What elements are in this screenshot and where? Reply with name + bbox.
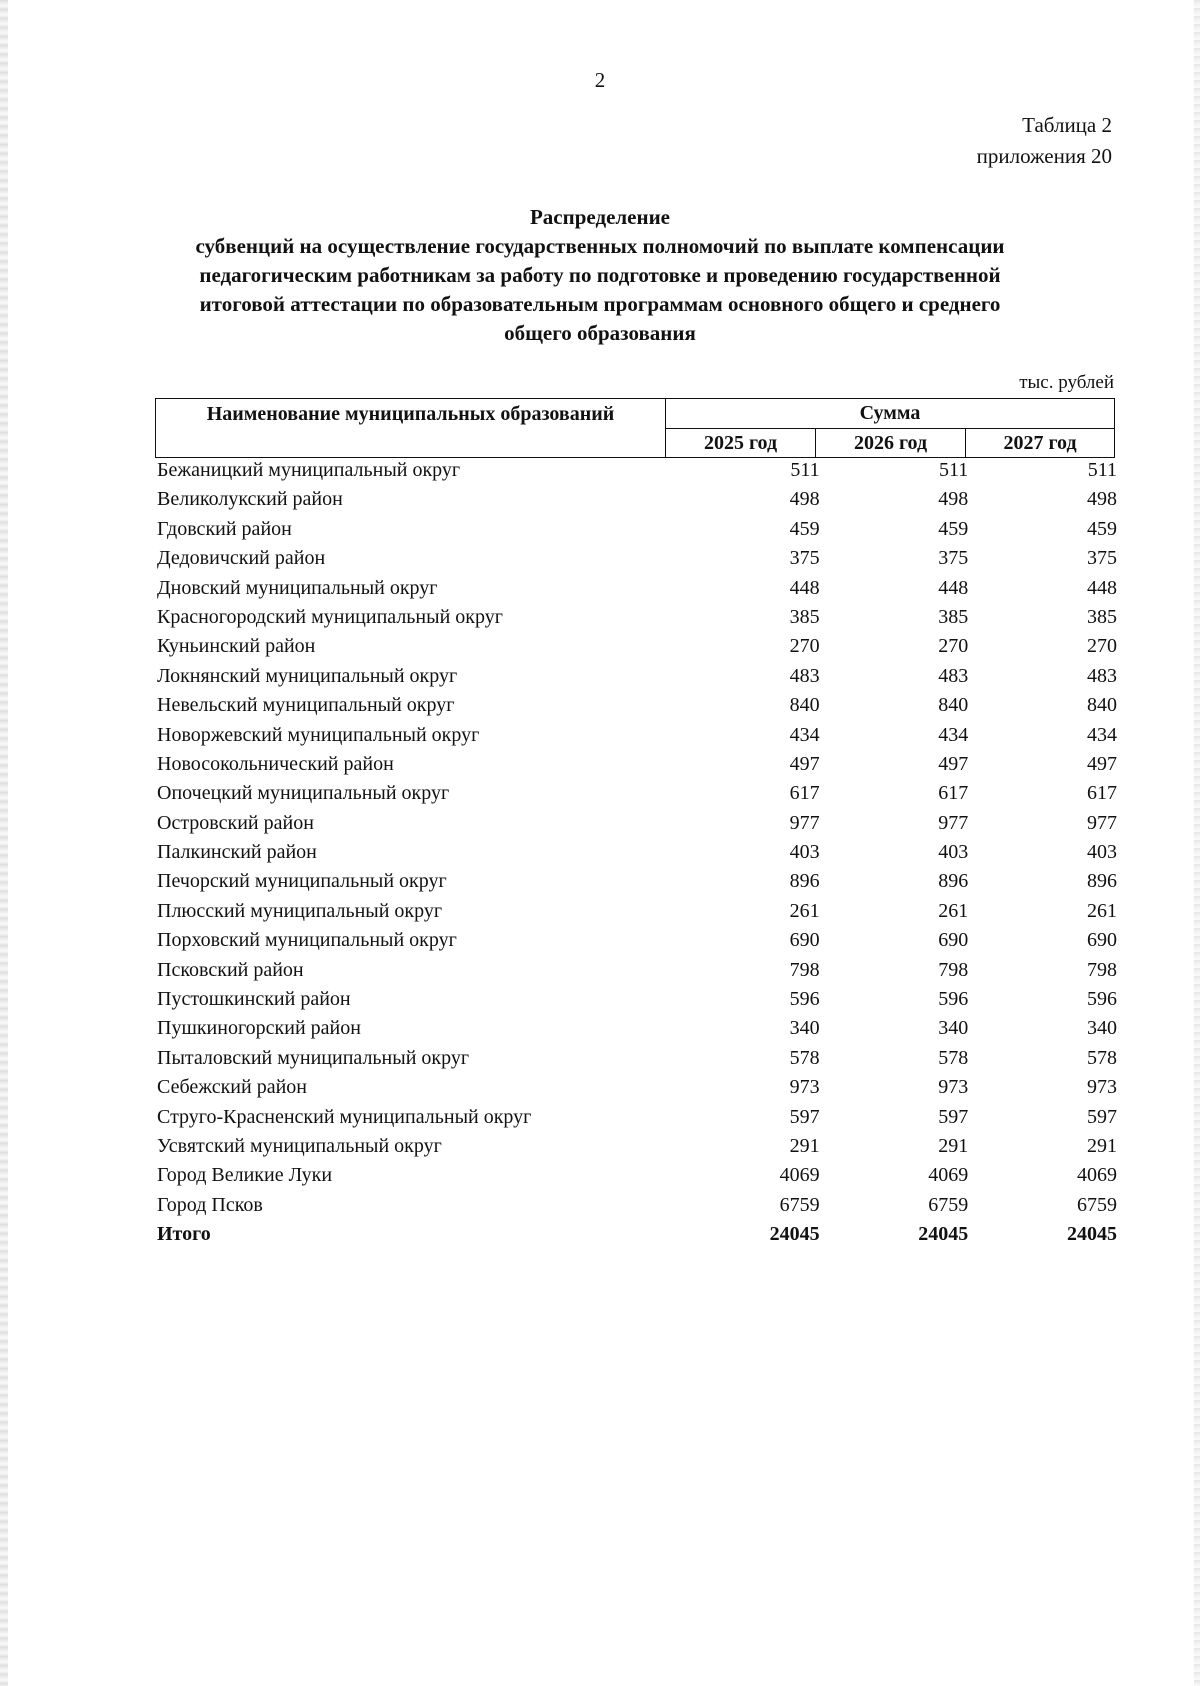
table-row bbox=[155, 518, 1117, 547]
value-2026: 270 bbox=[938, 635, 969, 658]
value-2025: 375 bbox=[789, 547, 820, 570]
municipality-name: Пустошкинский район bbox=[157, 988, 351, 1011]
value-2025: 596 bbox=[789, 988, 820, 1011]
title-line-3: педагогическим работникам за работу по подготовке и проведению государственной bbox=[199, 263, 1001, 287]
value-2026: 511 bbox=[939, 459, 969, 481]
header-sum: Сумма bbox=[666, 399, 1115, 429]
total-row bbox=[155, 1223, 1117, 1252]
value-2025: 578 bbox=[789, 1046, 820, 1069]
table-row bbox=[155, 1194, 1117, 1223]
table-row bbox=[155, 577, 1117, 606]
municipality-name: Великолукский район bbox=[157, 488, 343, 511]
value-2025: 896 bbox=[789, 870, 820, 893]
value-2027: 798 bbox=[1086, 958, 1117, 981]
table-row bbox=[155, 1076, 1117, 1105]
value-2026: 578 bbox=[938, 1046, 969, 1069]
table-body bbox=[155, 459, 1117, 1253]
municipality-name: Усвятский муниципальный округ bbox=[157, 1134, 442, 1157]
value-2026: 340 bbox=[938, 1017, 969, 1040]
value-2025: 498 bbox=[789, 488, 820, 511]
value-2025: 385 bbox=[789, 605, 820, 628]
value-2025: 840 bbox=[789, 694, 820, 717]
municipality-name: Островский район bbox=[157, 811, 314, 834]
value-2025: 6759 bbox=[779, 1193, 820, 1216]
municipality-name: Дновский муниципальный округ bbox=[157, 576, 438, 599]
value-2026: 483 bbox=[938, 664, 969, 687]
value-2027: 977 bbox=[1086, 811, 1117, 834]
value-2026: 498 bbox=[938, 488, 969, 511]
table-row bbox=[155, 1164, 1117, 1193]
value-2027: 4069 bbox=[1076, 1164, 1117, 1187]
value-2026: 459 bbox=[938, 517, 969, 540]
value-2027: 596 bbox=[1086, 988, 1117, 1011]
table-row bbox=[155, 900, 1117, 929]
municipality-name: Бежаницкий муниципальный округ bbox=[157, 459, 461, 481]
value-2026: 448 bbox=[938, 576, 969, 599]
value-2025: 977 bbox=[789, 811, 820, 834]
value-2026: 403 bbox=[938, 841, 969, 864]
table-row bbox=[155, 870, 1117, 899]
value-2026: 434 bbox=[938, 723, 969, 746]
municipality-name: Псковский район bbox=[157, 958, 304, 981]
table-reference-line-1: Таблица 2 bbox=[1022, 113, 1112, 137]
municipality-name: Дедовичский район bbox=[157, 547, 326, 570]
value-2027: 498 bbox=[1086, 488, 1117, 511]
value-2026: 617 bbox=[938, 782, 969, 805]
table-row bbox=[155, 753, 1117, 782]
value-2027: 896 bbox=[1086, 870, 1117, 893]
value-2025: 483 bbox=[789, 664, 820, 687]
value-2025: 497 bbox=[789, 752, 820, 775]
total-value-2026: 24045 bbox=[918, 1223, 969, 1246]
document-title bbox=[100, 203, 1100, 348]
value-2027: 340 bbox=[1086, 1017, 1117, 1040]
table-row bbox=[155, 988, 1117, 1017]
value-2025: 597 bbox=[789, 1105, 820, 1128]
value-2026: 597 bbox=[938, 1105, 969, 1128]
table-row bbox=[155, 1135, 1117, 1164]
municipality-name: Опочецкий муниципальный округ bbox=[157, 782, 450, 805]
value-2027: 497 bbox=[1086, 752, 1117, 775]
value-2025: 434 bbox=[789, 723, 820, 746]
table-row bbox=[155, 665, 1117, 694]
municipality-name: Город Великие Луки bbox=[157, 1164, 333, 1187]
value-2026: 798 bbox=[938, 958, 969, 981]
municipality-name: Струго-Красненский муниципальный округ bbox=[157, 1105, 532, 1128]
municipality-name: Куньинский район bbox=[157, 635, 316, 658]
value-2027: 403 bbox=[1086, 841, 1117, 864]
municipality-name: Новоржевский муниципальный округ bbox=[157, 723, 480, 746]
title-line-2: субвенций на осуществление государственных полномочий по выплате компенсации bbox=[195, 234, 1005, 258]
value-2025: 690 bbox=[789, 929, 820, 952]
value-2027: 434 bbox=[1086, 723, 1117, 746]
value-2026: 261 bbox=[938, 899, 969, 922]
scan-edge-left bbox=[0, 0, 8, 1686]
value-2027: 840 bbox=[1086, 694, 1117, 717]
value-2025: 403 bbox=[789, 841, 820, 864]
value-2026: 596 bbox=[938, 988, 969, 1011]
value-2026: 375 bbox=[938, 547, 969, 570]
value-2025: 798 bbox=[789, 958, 820, 981]
table-row bbox=[155, 812, 1117, 841]
table-row bbox=[155, 929, 1117, 958]
title-line-5: общего образования bbox=[504, 321, 696, 345]
value-2027: 375 bbox=[1086, 547, 1117, 570]
value-2026: 385 bbox=[938, 605, 969, 628]
value-2025: 973 bbox=[789, 1076, 820, 1099]
title-line-4: итоговой аттестации по образовательным программам основного общего и среднего bbox=[199, 292, 1001, 316]
table-row bbox=[155, 724, 1117, 753]
table-row bbox=[155, 782, 1117, 811]
municipality-name: Город Псков bbox=[157, 1193, 263, 1216]
value-2025: 448 bbox=[789, 576, 820, 599]
municipality-name: Палкинский район bbox=[157, 841, 317, 864]
table-row bbox=[155, 547, 1117, 576]
value-2026: 4069 bbox=[928, 1164, 969, 1187]
header-year-2027: 2027 год bbox=[966, 429, 1115, 458]
value-2026: 840 bbox=[938, 694, 969, 717]
scan-edge-right bbox=[1194, 0, 1200, 1686]
municipality-name: Невельский муниципальный округ bbox=[157, 694, 455, 717]
table-header bbox=[155, 398, 1115, 458]
header-year-2026: 2026 год bbox=[816, 429, 966, 458]
value-2026: 896 bbox=[938, 870, 969, 893]
value-2025: 511 bbox=[790, 459, 820, 481]
table-row bbox=[155, 1106, 1117, 1135]
value-2027: 6759 bbox=[1076, 1193, 1117, 1216]
municipality-name: Пушкиногорский район bbox=[157, 1017, 361, 1040]
municipality-name: Красногородский муниципальный округ bbox=[157, 605, 503, 628]
total-value-2025: 24045 bbox=[769, 1223, 820, 1246]
table-row bbox=[155, 1017, 1117, 1046]
value-2027: 973 bbox=[1086, 1076, 1117, 1099]
table-row bbox=[155, 959, 1117, 988]
value-2026: 497 bbox=[938, 752, 969, 775]
total-label: Итого bbox=[157, 1223, 211, 1246]
value-2027: 690 bbox=[1086, 929, 1117, 952]
value-2026: 291 bbox=[938, 1134, 969, 1157]
value-2027: 291 bbox=[1086, 1134, 1117, 1157]
table-row bbox=[155, 841, 1117, 870]
value-2025: 261 bbox=[789, 899, 820, 922]
value-2027: 459 bbox=[1086, 517, 1117, 540]
table-reference-line-2: приложения 20 bbox=[976, 144, 1112, 168]
value-2027: 385 bbox=[1086, 605, 1117, 628]
municipality-name: Порховский муниципальный округ bbox=[157, 929, 457, 952]
value-2025: 459 bbox=[789, 517, 820, 540]
value-2027: 483 bbox=[1086, 664, 1117, 687]
header-year-2025: 2025 год bbox=[666, 429, 816, 458]
table-row bbox=[155, 635, 1117, 664]
municipality-name: Себежский район bbox=[157, 1076, 307, 1099]
table-row bbox=[155, 459, 1117, 488]
value-2027: 261 bbox=[1086, 899, 1117, 922]
table-row bbox=[155, 1047, 1117, 1076]
value-2027: 578 bbox=[1086, 1046, 1117, 1069]
page-number: 2 bbox=[594, 68, 606, 92]
value-2025: 340 bbox=[789, 1017, 820, 1040]
value-2027: 270 bbox=[1086, 635, 1117, 658]
table-row bbox=[155, 488, 1117, 517]
value-2025: 270 bbox=[789, 635, 820, 658]
municipality-name: Плюсский муниципальный округ bbox=[157, 899, 443, 922]
municipality-name: Гдовский район bbox=[157, 517, 292, 540]
title-line-1: Распределение bbox=[529, 205, 671, 229]
table-row bbox=[155, 606, 1117, 635]
value-2026: 977 bbox=[938, 811, 969, 834]
table-reference bbox=[977, 110, 1112, 172]
municipality-name: Пыталовский муниципальный округ bbox=[157, 1046, 470, 1069]
value-2027: 511 bbox=[1087, 459, 1117, 481]
unit-label: тыс. рублей bbox=[1019, 372, 1114, 393]
total-value-2027: 24045 bbox=[1066, 1223, 1117, 1246]
value-2027: 448 bbox=[1086, 576, 1117, 599]
value-2025: 291 bbox=[789, 1134, 820, 1157]
value-2025: 617 bbox=[789, 782, 820, 805]
municipality-name: Новосокольнический район bbox=[157, 752, 394, 775]
value-2027: 617 bbox=[1086, 782, 1117, 805]
municipality-name: Печорский муниципальный округ bbox=[157, 870, 447, 893]
value-2025: 4069 bbox=[779, 1164, 820, 1187]
value-2026: 6759 bbox=[928, 1193, 969, 1216]
value-2026: 973 bbox=[938, 1076, 969, 1099]
header-name-column: Наименование муниципальных образований bbox=[156, 399, 666, 458]
value-2026: 690 bbox=[938, 929, 969, 952]
value-2027: 597 bbox=[1086, 1105, 1117, 1128]
table-row bbox=[155, 694, 1117, 723]
municipality-name: Локнянский муниципальный округ bbox=[157, 664, 458, 687]
